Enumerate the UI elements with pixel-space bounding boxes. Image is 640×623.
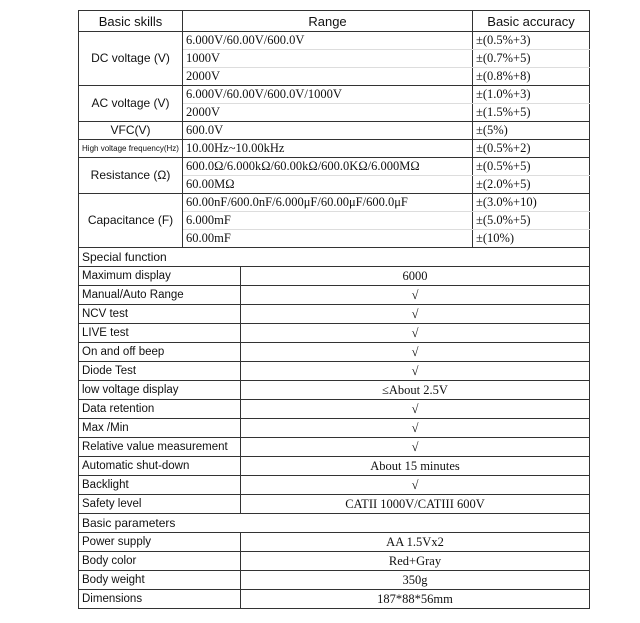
row-value: √ xyxy=(241,305,590,324)
special-function-rows xyxy=(79,267,590,514)
range-cell: 600.0V xyxy=(183,122,473,140)
table-row xyxy=(79,362,590,381)
table-row xyxy=(79,305,590,324)
row-value: √ xyxy=(241,419,590,438)
table-row xyxy=(79,194,590,212)
table-row xyxy=(79,438,590,457)
row-label: Body weight xyxy=(79,571,241,590)
accuracy-cell: ±(0.5%+2) xyxy=(473,140,590,158)
basic-parameter-rows xyxy=(79,533,590,609)
row-value: CATII 1000V/CATIII 600V xyxy=(241,495,590,514)
row-label: On and off beep xyxy=(79,343,241,362)
row-value: 6000 xyxy=(241,267,590,286)
table-row xyxy=(79,571,590,590)
table-row xyxy=(79,324,590,343)
row-label: Manual/Auto Range xyxy=(79,286,241,305)
row-label: LIVE test xyxy=(79,324,241,343)
table-row xyxy=(79,86,590,104)
skill-high-voltage-frequency: High voltage frequency(Hz) xyxy=(79,140,183,158)
section-basic-parameters xyxy=(79,514,590,533)
table-row xyxy=(79,286,590,305)
table-row xyxy=(79,32,590,50)
table-row xyxy=(79,533,590,552)
table-row xyxy=(79,122,590,140)
table-row xyxy=(79,590,590,609)
range-cell: 6.000V/60.00V/600.0V xyxy=(183,32,473,50)
row-label: Body color xyxy=(79,552,241,571)
skill-capacitance: Capacitance (F) xyxy=(79,194,183,248)
row-value: √ xyxy=(241,362,590,381)
table-row xyxy=(79,140,590,158)
range-cell: 60.00MΩ xyxy=(183,176,473,194)
row-label: Power supply xyxy=(79,533,241,552)
row-value: 187*88*56mm xyxy=(241,590,590,609)
row-label: Diode Test xyxy=(79,362,241,381)
row-value: √ xyxy=(241,438,590,457)
section-title: Basic parameters xyxy=(79,514,590,533)
header-range: Range xyxy=(183,11,473,32)
accuracy-cell: ±(5.0%+5) xyxy=(473,212,590,230)
accuracy-cell: ±(1.5%+5) xyxy=(473,104,590,122)
range-cell: 10.00Hz~10.00kHz xyxy=(183,140,473,158)
row-label: Safety level xyxy=(79,495,241,514)
accuracy-cell: ±(0.7%+5) xyxy=(473,50,590,68)
table-row xyxy=(79,381,590,400)
row-value: √ xyxy=(241,476,590,495)
table-row xyxy=(79,158,590,176)
skill-vfc: VFC(V) xyxy=(79,122,183,140)
row-label: Relative value measurement xyxy=(79,438,241,457)
range-cell: 60.00nF/600.0nF/6.000μF/60.00μF/600.0μF xyxy=(183,194,473,212)
header-row xyxy=(79,11,590,32)
header-skills: Basic skills xyxy=(79,11,183,32)
table-row xyxy=(79,400,590,419)
range-cell: 600.0Ω/6.000kΩ/60.00kΩ/600.0KΩ/6.000MΩ xyxy=(183,158,473,176)
row-value: Red+Gray xyxy=(241,552,590,571)
row-label: Max /Min xyxy=(79,419,241,438)
row-value: √ xyxy=(241,400,590,419)
accuracy-cell: ±(2.0%+5) xyxy=(473,176,590,194)
range-cell: 2000V xyxy=(183,68,473,86)
accuracy-cell: ±(1.0%+3) xyxy=(473,86,590,104)
row-value: √ xyxy=(241,286,590,305)
row-value: ≤About 2.5V xyxy=(241,381,590,400)
accuracy-cell: ±(0.5%+3) xyxy=(473,32,590,50)
header-accuracy: Basic accuracy xyxy=(473,11,590,32)
range-cell: 2000V xyxy=(183,104,473,122)
accuracy-cell: ±(10%) xyxy=(473,230,590,248)
row-value: √ xyxy=(241,324,590,343)
table-row xyxy=(79,495,590,514)
skill-resistance: Resistance (Ω) xyxy=(79,158,183,194)
skill-dc-voltage: DC voltage (V) xyxy=(79,32,183,86)
table-row xyxy=(79,419,590,438)
accuracy-cell: ±(0.8%+8) xyxy=(473,68,590,86)
row-label: Data retention xyxy=(79,400,241,419)
spec-table xyxy=(78,10,590,609)
section-title: Special function xyxy=(79,248,590,267)
table-row xyxy=(79,267,590,286)
table-row xyxy=(79,457,590,476)
row-label: low voltage display xyxy=(79,381,241,400)
accuracy-cell: ±(3.0%+10) xyxy=(473,194,590,212)
row-label: Maximum display xyxy=(79,267,241,286)
skill-ac-voltage: AC voltage (V) xyxy=(79,86,183,122)
range-cell: 60.00mF xyxy=(183,230,473,248)
row-value: √ xyxy=(241,343,590,362)
range-cell: 1000V xyxy=(183,50,473,68)
accuracy-cell: ±(5%) xyxy=(473,122,590,140)
table-row xyxy=(79,552,590,571)
row-label: Automatic shut-down xyxy=(79,457,241,476)
row-label: Dimensions xyxy=(79,590,241,609)
range-cell: 6.000mF xyxy=(183,212,473,230)
accuracy-cell: ±(0.5%+5) xyxy=(473,158,590,176)
row-label: NCV test xyxy=(79,305,241,324)
row-value: AA 1.5Vx2 xyxy=(241,533,590,552)
range-cell: 6.000V/60.00V/600.0V/1000V xyxy=(183,86,473,104)
section-special-function xyxy=(79,248,590,267)
row-value: 350g xyxy=(241,571,590,590)
row-value: About 15 minutes xyxy=(241,457,590,476)
table-row xyxy=(79,476,590,495)
table-row xyxy=(79,343,590,362)
row-label: Backlight xyxy=(79,476,241,495)
